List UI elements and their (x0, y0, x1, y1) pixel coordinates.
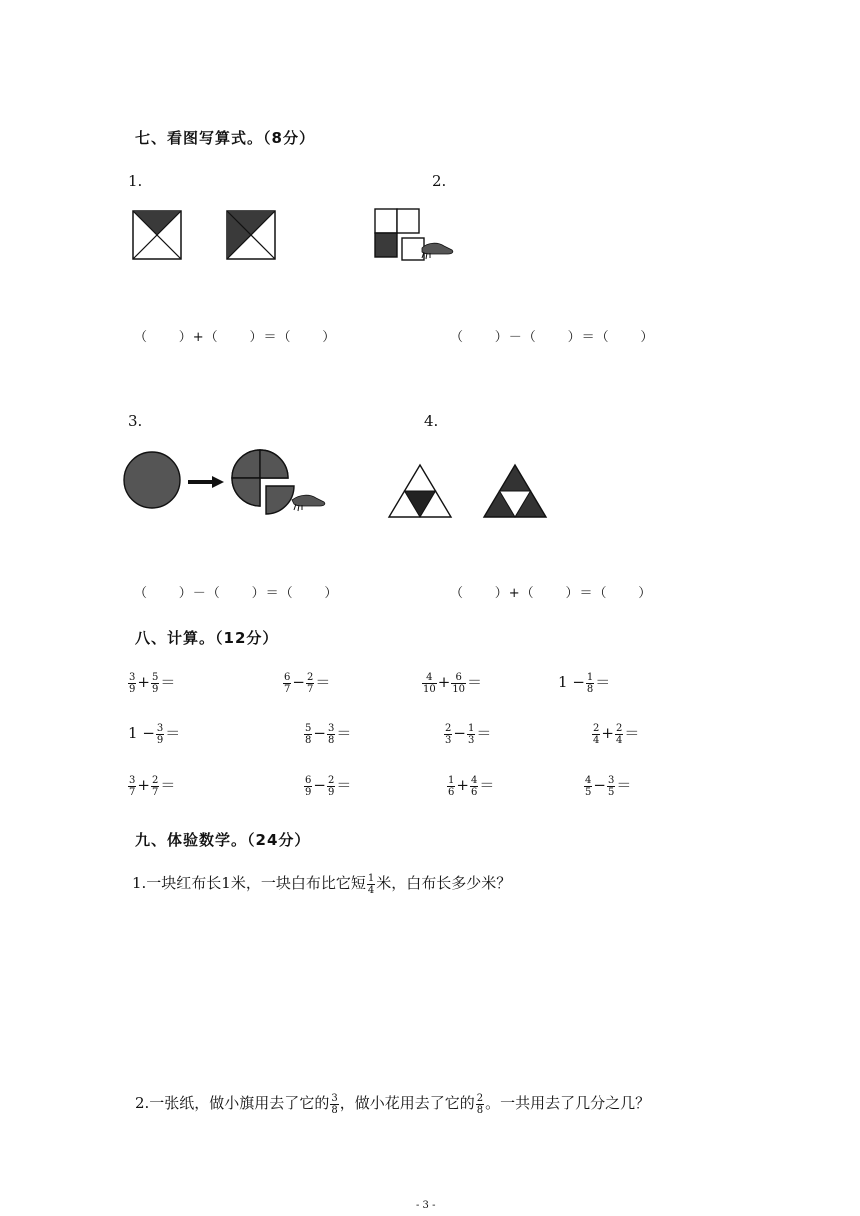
operator: + (601, 724, 614, 742)
calc-problem[interactable] (421, 671, 482, 695)
calc-problem[interactable] (583, 774, 631, 798)
fraction-denominator: 9 (129, 683, 136, 695)
calc-problem[interactable] (446, 774, 494, 798)
fraction-denominator: 8 (305, 734, 312, 746)
fraction-numerator: 2 (476, 1092, 484, 1104)
fraction-denominator: 6 (448, 786, 455, 798)
fraction-denominator: 8 (331, 1104, 338, 1116)
equals-sign: ＝ (476, 724, 492, 742)
item-1-label: 1. (128, 172, 143, 190)
item-3-answer-blanks[interactable]: （ ）－（ ）＝（ ） (134, 586, 339, 601)
fraction-numerator: 4 (422, 672, 437, 684)
fraction-denominator: 8 (586, 683, 594, 695)
word-problem-2-fraction-2 (476, 1093, 484, 1116)
fraction-denominator: 10 (452, 683, 466, 695)
fraction-denominator: 7 (151, 786, 159, 798)
fraction-numerator: 2 (445, 722, 452, 734)
equals-sign: ＝ (160, 673, 176, 691)
fraction-numerator: 4 (585, 774, 592, 786)
operator: − (313, 724, 326, 742)
calc-problem[interactable] (128, 722, 180, 746)
operator: + (137, 776, 150, 794)
fraction (592, 723, 600, 746)
operator: − (572, 673, 585, 691)
whole-number: 1 (128, 724, 143, 742)
fraction (151, 672, 159, 695)
fraction-numerator: 3 (156, 722, 164, 734)
fraction (447, 775, 455, 798)
fraction-numerator: 2 (593, 722, 600, 734)
fraction-numerator: 1 (367, 872, 375, 884)
fraction-numerator: 3 (129, 671, 136, 683)
fraction (615, 723, 623, 746)
fraction (467, 723, 475, 746)
fraction-numerator: 3 (331, 1092, 338, 1104)
fraction (156, 723, 164, 746)
triangle-three-parts-shaded-figure (481, 462, 549, 520)
item-2-label: 2. (432, 172, 447, 190)
fraction-denominator: 3 (467, 734, 475, 746)
item-4-answer-blanks[interactable]: （ ）+（ ）＝（ ） (450, 586, 653, 601)
equals-sign: ＝ (336, 776, 352, 794)
calc-problem[interactable] (558, 671, 610, 695)
fraction (128, 672, 136, 695)
fraction-denominator: 7 (284, 683, 291, 695)
fraction-denominator: 9 (305, 786, 312, 798)
equals-sign: ＝ (165, 724, 181, 742)
word-problem-2-text-end: 。一共用去了几分之几？ (485, 1094, 651, 1112)
section-7-title: 七、看图写算式。（8分） (135, 129, 315, 147)
square-one-quarter-shaded-figure (132, 210, 184, 262)
item-1-answer-blanks[interactable]: （ ）+（ ）＝（ ） (134, 330, 337, 345)
fraction-numerator: 2 (306, 671, 314, 683)
fraction-denominator: 8 (476, 1104, 484, 1116)
section-9-title: 九、体验数学。（24分） (135, 831, 311, 849)
operator: − (313, 776, 326, 794)
operator: + (437, 673, 451, 691)
operator: − (453, 724, 466, 742)
fraction-numerator: 4 (470, 774, 478, 786)
calc-problem[interactable] (127, 774, 175, 798)
fraction (422, 672, 437, 695)
fraction-denominator: 10 (423, 683, 436, 695)
operator: − (593, 776, 606, 794)
fraction-numerator: 6 (305, 774, 312, 786)
operator: − (292, 673, 305, 691)
item-4-label: 4. (424, 412, 439, 430)
fraction-denominator: 7 (129, 786, 136, 798)
fraction-numerator: 2 (615, 722, 623, 734)
word-problem-2-text-middle: ，做小花用去了它的 (339, 1094, 475, 1112)
operator: − (142, 724, 155, 742)
fraction-numerator: 2 (327, 774, 335, 786)
word-problem-1-text-start: 1.一块红布长1米，一块白布比它短 (132, 874, 366, 892)
fraction (304, 775, 312, 798)
fraction-denominator: 5 (607, 786, 615, 798)
fraction-numerator: 1 (467, 722, 475, 734)
fraction-denominator: 9 (156, 734, 164, 746)
calc-problem[interactable] (443, 722, 491, 746)
fraction (584, 775, 592, 798)
calc-problem[interactable] (303, 722, 351, 746)
equals-sign: ＝ (479, 776, 495, 794)
item-3-label: 3. (128, 412, 143, 430)
fraction-denominator: 7 (306, 683, 314, 695)
fraction (283, 672, 291, 695)
operator: + (137, 673, 150, 691)
fraction-denominator: 3 (445, 734, 452, 746)
word-problem-1-text-end: 米，白布长多少米？ (376, 874, 512, 892)
fraction-numerator: 1 (586, 671, 594, 683)
equals-sign: ＝ (160, 776, 176, 794)
fraction-numerator: 3 (129, 774, 136, 786)
fraction (444, 723, 452, 746)
fraction-numerator: 2 (151, 774, 159, 786)
equals-sign: ＝ (467, 673, 483, 691)
fraction-numerator: 6 (451, 672, 466, 684)
fraction-denominator: 8 (327, 734, 335, 746)
fraction-denominator: 6 (470, 786, 478, 798)
whole-number: 1 (558, 673, 573, 691)
equals-sign: ＝ (616, 776, 632, 794)
calc-problem[interactable] (282, 671, 330, 695)
equals-sign: ＝ (595, 673, 611, 691)
fraction (586, 672, 594, 695)
fraction (470, 775, 478, 798)
equals-sign: ＝ (624, 724, 640, 742)
triangle-one-part-shaded-figure (386, 462, 454, 520)
fraction (607, 775, 615, 798)
page-number: - 3 - (416, 1200, 436, 1211)
fraction-denominator: 4 (367, 884, 375, 896)
fraction-numerator: 5 (305, 722, 312, 734)
calc-problem[interactable] (591, 722, 639, 746)
fraction-numerator: 6 (284, 671, 291, 683)
fraction-numerator: 3 (607, 774, 615, 786)
calc-problem[interactable] (303, 774, 351, 798)
fraction-numerator: 1 (448, 774, 455, 786)
fraction (327, 723, 335, 746)
word-problem-1-fraction (367, 873, 375, 896)
operator: + (456, 776, 469, 794)
word-problem-2-fraction-1 (330, 1093, 338, 1116)
fraction (128, 775, 136, 798)
fraction-denominator: 5 (585, 786, 592, 798)
fraction-numerator: 5 (151, 671, 159, 683)
fraction-denominator: 4 (615, 734, 623, 746)
section-8-title: 八、计算。（12分） (135, 629, 279, 647)
fraction-numerator: 3 (327, 722, 335, 734)
fraction (304, 723, 312, 746)
circle-quarter-removed-figure (120, 448, 335, 520)
rectangle-piece-removed-figure (372, 206, 458, 266)
fraction-denominator: 9 (151, 683, 159, 695)
fraction (451, 672, 466, 695)
fraction (327, 775, 335, 798)
fraction (151, 775, 159, 798)
fraction-denominator: 4 (593, 734, 600, 746)
word-problem-2-text-start: 2.一张纸，做小旗用去了它的 (135, 1094, 330, 1112)
word-problem-1 (132, 872, 511, 896)
fraction (306, 672, 314, 695)
equals-sign: ＝ (315, 673, 331, 691)
equals-sign: ＝ (336, 724, 352, 742)
word-problem-2 (135, 1092, 650, 1116)
item-2-answer-blanks[interactable]: （ ）－（ ）＝（ ） (450, 330, 655, 345)
fraction-denominator: 9 (327, 786, 335, 798)
square-two-quarters-shaded-figure (226, 210, 278, 262)
calc-problem[interactable] (127, 671, 175, 695)
